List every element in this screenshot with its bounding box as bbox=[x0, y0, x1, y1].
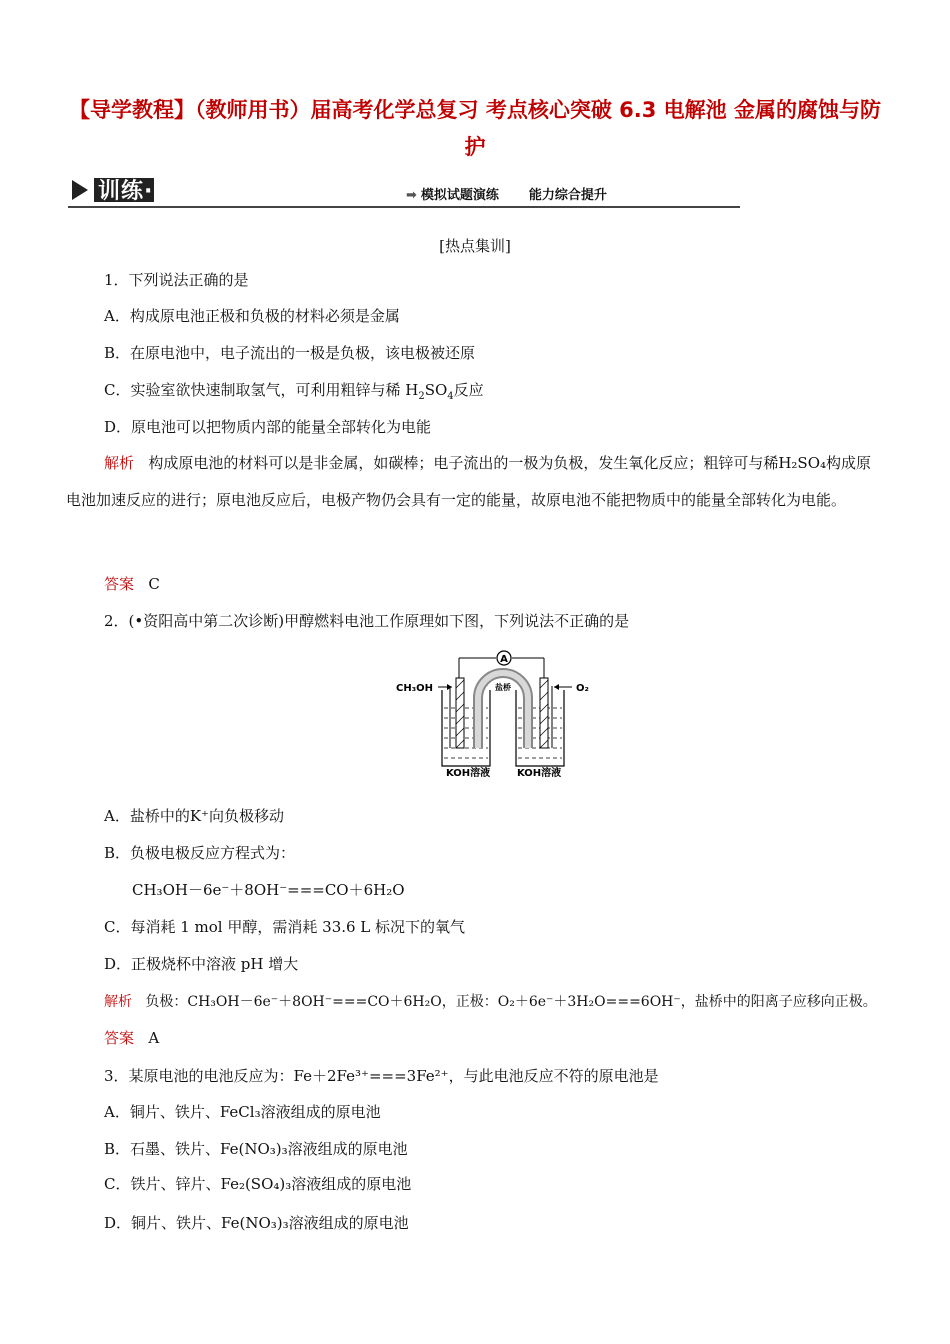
q2-option-b: B．负极电极反应方程式为： bbox=[104, 844, 296, 862]
svg-text:A: A bbox=[500, 654, 508, 665]
document-title: 【导学教程】（教师用书）届高考化学总复习 考点核心突破 6.3 电解池 金属的腐蚀与防护 bbox=[69, 98, 881, 159]
q1-analysis-text: 构成原电池的材料可以是非金属，如碳棒；电子流出的一极为负极，发生氧化反应；粗锌可与稀H₂SO₄构成原电池加速反应的进行；原电池反应后，电极产物仍会具有一定的能量，故原电池不能把物质中的能量全部转化为电能。 bbox=[66, 454, 872, 509]
q2-answer: 答案 A bbox=[104, 1029, 160, 1047]
q1-answer: 答案 C bbox=[104, 575, 160, 593]
q1-analysis bbox=[66, 445, 880, 519]
svg-text:KOH溶液: KOH溶液 bbox=[446, 768, 491, 778]
arrow-right-icon: ➡ bbox=[406, 188, 417, 203]
q1-option-c: C．实验室欲快速制取氢气，可利用粗锌与稀 $H_2SO_4$反应 bbox=[104, 381, 484, 402]
fuel-cell-diagram bbox=[394, 648, 594, 778]
section-label: [热点集训] bbox=[439, 237, 511, 255]
q2-option-d: D．正极烧杯中溶液 pH 增大 bbox=[104, 955, 299, 973]
q3-option-a: A．铜片、铁片、FeCl₃溶液组成的原电池 bbox=[104, 1103, 381, 1121]
q1-option-a: A．构成原电池正极和负极的材料必须是金属 bbox=[104, 307, 400, 325]
section-banner bbox=[68, 172, 740, 208]
banner-sub1: 模拟试题演练 bbox=[420, 188, 499, 203]
banner-rule bbox=[68, 206, 740, 208]
q3-option-b: B．石墨、铁片、Fe(NO₃)₃溶液组成的原电池 bbox=[104, 1140, 408, 1158]
q2-option-c: C．每消耗 1 mol 甲醇，需消耗 33.6 L 标况下的氧气 bbox=[104, 918, 466, 936]
q3-option-c: C．铁片、锌片、Fe₂(SO₄)₃溶液组成的原电池 bbox=[104, 1175, 412, 1193]
q2-equation: CH₃OH－6e⁻＋8OH⁻===CO＋6H₂O bbox=[132, 881, 405, 899]
banner-title: 训练·高效提能 bbox=[98, 179, 246, 204]
q3-option-d: D．铜片、铁片、Fe(NO₃)₃溶液组成的原电池 bbox=[104, 1214, 409, 1232]
q2-analysis-text: 负极：CH₃OH－6e⁻＋8OH⁻===CO＋6H₂O，正极：O₂＋6e⁻＋3H₂O===6OH⁻，盐桥中的阳离子应移向正极。 bbox=[145, 994, 877, 1010]
q1-option-b: B．在原电池中，电子流出的一极是负极，该电极被还原 bbox=[104, 344, 476, 362]
play-triangle-icon bbox=[72, 180, 88, 200]
banner-subtitle bbox=[406, 184, 607, 203]
q3-stem: 3．某原电池的电池反应为：Fe＋2Fe³⁺===3Fe²⁺，与此电池反应不符的原电池是 bbox=[104, 1067, 659, 1085]
svg-text:KOH溶液: KOH溶液 bbox=[517, 768, 562, 778]
q2-analysis-label: 解析 bbox=[104, 994, 132, 1010]
q1-analysis-label: 解析 bbox=[104, 454, 135, 472]
q1-option-d: D．原电池可以把物质内部的能量全部转化为电能 bbox=[104, 418, 432, 436]
q1-stem: 1．下列说法正确的是 bbox=[104, 271, 249, 289]
svg-text:O₂: O₂ bbox=[576, 683, 589, 694]
q2-stem: 2．(•资阳高中第二次诊断)甲醇燃料电池工作原理如下图，下列说法不正确的是 bbox=[104, 612, 630, 630]
q2-analysis bbox=[104, 992, 877, 1012]
svg-text:CH₃OH: CH₃OH bbox=[396, 683, 433, 694]
q2-option-a: A．盐桥中的K⁺向负极移动 bbox=[104, 807, 284, 825]
banner-sub2: 能力综合提升 bbox=[528, 188, 607, 203]
svg-text:盐桥: 盐桥 bbox=[495, 683, 511, 692]
